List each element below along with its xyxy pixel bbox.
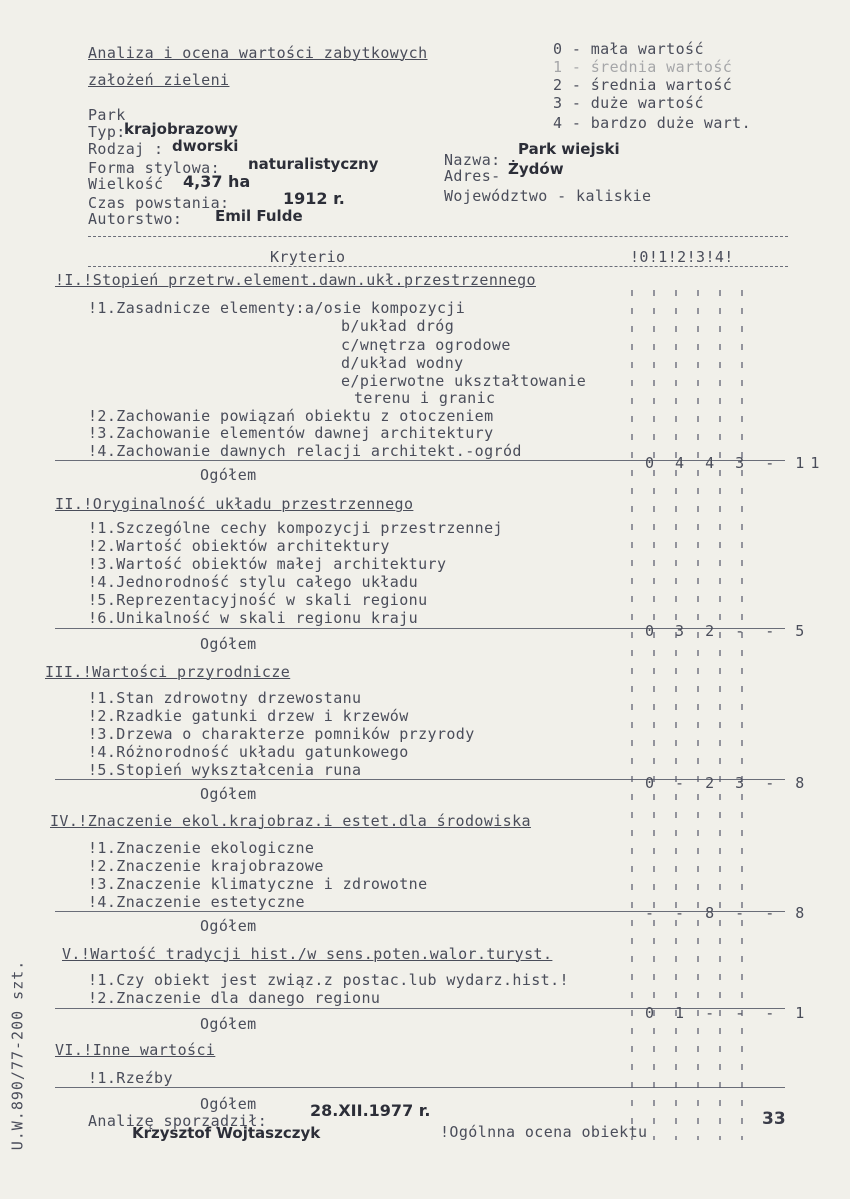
criterion-row: terenu i granic bbox=[354, 389, 496, 407]
criterion-header: Kryterio bbox=[270, 248, 346, 266]
criterion-row: !6.Unikalność w skali regionu kraju bbox=[88, 609, 419, 627]
total-label: Ogółem bbox=[200, 1015, 257, 1033]
section-title: II.!Oryginalność układu przestrzennego bbox=[55, 495, 414, 513]
kind-label: Rodzaj : bbox=[88, 140, 164, 158]
prepared-by-label: Analizę sporządził: bbox=[88, 1112, 268, 1130]
divider bbox=[55, 1087, 785, 1088]
scale-item: 3 - duże wartość bbox=[553, 94, 704, 112]
criterion-row: !2.Zachowanie powiązań obiektu z otoczeniem bbox=[88, 407, 494, 425]
criterion-row: !2.Wartość obiektów architektury bbox=[88, 537, 390, 555]
total-scores: 0 4 4 3 - 11 bbox=[645, 454, 826, 472]
section-title: IV.!Znaczenie ekol.krajobraz.i estet.dla środowiska bbox=[50, 812, 531, 830]
total-label: Ogółem bbox=[200, 1095, 257, 1113]
size-value: 4,37 ha bbox=[183, 172, 251, 191]
criterion-row: !3.Zachowanie elementów dawnej architektury bbox=[88, 424, 494, 442]
total-scores: 0 - 2 3 - 8 bbox=[645, 774, 811, 792]
criterion-row: !4.Różnorodność układu gatunkowego bbox=[88, 743, 409, 761]
criterion-row: !4.Jednorodność stylu całego układu bbox=[88, 573, 419, 591]
address-value: Żydów bbox=[508, 160, 564, 178]
date-label: Czas powstania: bbox=[88, 194, 230, 212]
total-label: Ogółem bbox=[200, 635, 257, 653]
voivodeship: Województwo - kaliskie bbox=[444, 187, 652, 205]
size-label: Wielkość bbox=[88, 175, 164, 193]
total-scores: 0 3 2 - - 5 bbox=[645, 622, 811, 640]
criterion-row: !5.Reprezentacyjność w skali regionu bbox=[88, 591, 428, 609]
criterion-row: !3.Znaczenie klimatyczne i zdrowotne bbox=[88, 875, 428, 893]
total-label: Ogółem bbox=[200, 917, 257, 935]
criterion-row: !1.Czy obiekt jest związ.z postac.lub wydarz.hist.! bbox=[88, 971, 569, 989]
criterion-row: !1.Stan zdrowotny drzewostanu bbox=[88, 689, 362, 707]
criterion-row: e/pierwotne ukształtowanie bbox=[341, 372, 587, 390]
author-value: Emil Fulde bbox=[215, 207, 303, 225]
address-label: Adres- bbox=[444, 167, 501, 185]
date-value: 1912 r. bbox=[283, 189, 345, 208]
total-scores: 0 1 - - - 1 bbox=[645, 1004, 811, 1022]
document-title-line2: założeń zieleni bbox=[88, 71, 230, 89]
scale-columns-header: !0!1!2!3!4! bbox=[630, 248, 734, 266]
criterion-row: !1.Szczególne cechy kompozycji przestrzennej bbox=[88, 519, 503, 537]
criterion-row: !3.Wartość obiektów małej architektury bbox=[88, 555, 447, 573]
prepared-by-name: Krzysztof Wojtaszczyk bbox=[132, 1124, 321, 1142]
total-label: Ogółem bbox=[200, 785, 257, 803]
criterion-row: !2.Rzadkie gatunki drzew i krzewów bbox=[88, 707, 409, 725]
type-label: Typ: bbox=[88, 123, 126, 141]
scale-item: 1 - średnia wartość bbox=[553, 58, 733, 76]
divider bbox=[88, 236, 788, 237]
print-run-note: U.W.890/77-200 szt. bbox=[8, 959, 27, 1151]
name-label: Nazwa: bbox=[444, 151, 501, 169]
section-title: VI.!Inne wartości bbox=[55, 1041, 216, 1059]
divider bbox=[88, 266, 788, 267]
criterion-row: !5.Stopień wykształcenia runa bbox=[88, 761, 362, 779]
style-label: Forma stylowa: bbox=[88, 159, 221, 177]
name-value: Park wiejski bbox=[518, 140, 620, 158]
park-label: Park bbox=[88, 106, 126, 124]
document-title-line1: Analiza i ocena wartości zabytkowych bbox=[88, 44, 428, 62]
criterion-row: !1.Zasadnicze elementy:a/osie kompozycji bbox=[88, 299, 466, 317]
total-scores: - - 8 - - 8 bbox=[645, 904, 811, 922]
criterion-row: !1.Rzeźby bbox=[88, 1069, 173, 1087]
overall-score: 33 bbox=[762, 1109, 786, 1129]
criterion-row: !4.Znaczenie estetyczne bbox=[88, 893, 305, 911]
criterion-row: c/wnętrza ogrodowe bbox=[341, 336, 511, 354]
prepared-date: 28.XII.1977 r. bbox=[310, 1101, 431, 1120]
total-label: Ogółem bbox=[200, 466, 257, 484]
criterion-row: !2.Znaczenie krajobrazowe bbox=[88, 857, 324, 875]
criterion-row: !4.Zachowanie dawnych relacji architekt.-ogród bbox=[88, 442, 522, 460]
scale-item: 0 - mała wartość bbox=[553, 40, 704, 58]
type-value: krajobrazowy bbox=[124, 120, 238, 138]
overall-assessment-label: !Ogólnna ocena obiektu bbox=[440, 1123, 648, 1141]
style-value: naturalistyczny bbox=[248, 155, 379, 173]
criterion-row: !3.Drzewa o charakterze pomników przyrody bbox=[88, 725, 475, 743]
kind-value: dworski bbox=[172, 137, 239, 155]
section-title: III.!Wartości przyrodnicze bbox=[45, 663, 291, 681]
scale-item: 4 - bardzo duże wart. bbox=[553, 114, 752, 132]
scale-item: 2 - średnia wartość bbox=[553, 76, 733, 94]
criterion-row: d/układ wodny bbox=[341, 354, 464, 372]
criterion-row: !1.Znaczenie ekologiczne bbox=[88, 839, 315, 857]
section-title: !I.!Stopień przetrw.element.dawn.ukł.przestrzennego bbox=[55, 271, 536, 289]
section-title: V.!Wartość tradycji hist./w sens.poten.walor.turyst. bbox=[62, 945, 553, 963]
criterion-row: b/układ dróg bbox=[341, 317, 455, 335]
author-label: Autorstwo: bbox=[88, 210, 183, 228]
criterion-row: !2.Znaczenie dla danego regionu bbox=[88, 989, 381, 1007]
